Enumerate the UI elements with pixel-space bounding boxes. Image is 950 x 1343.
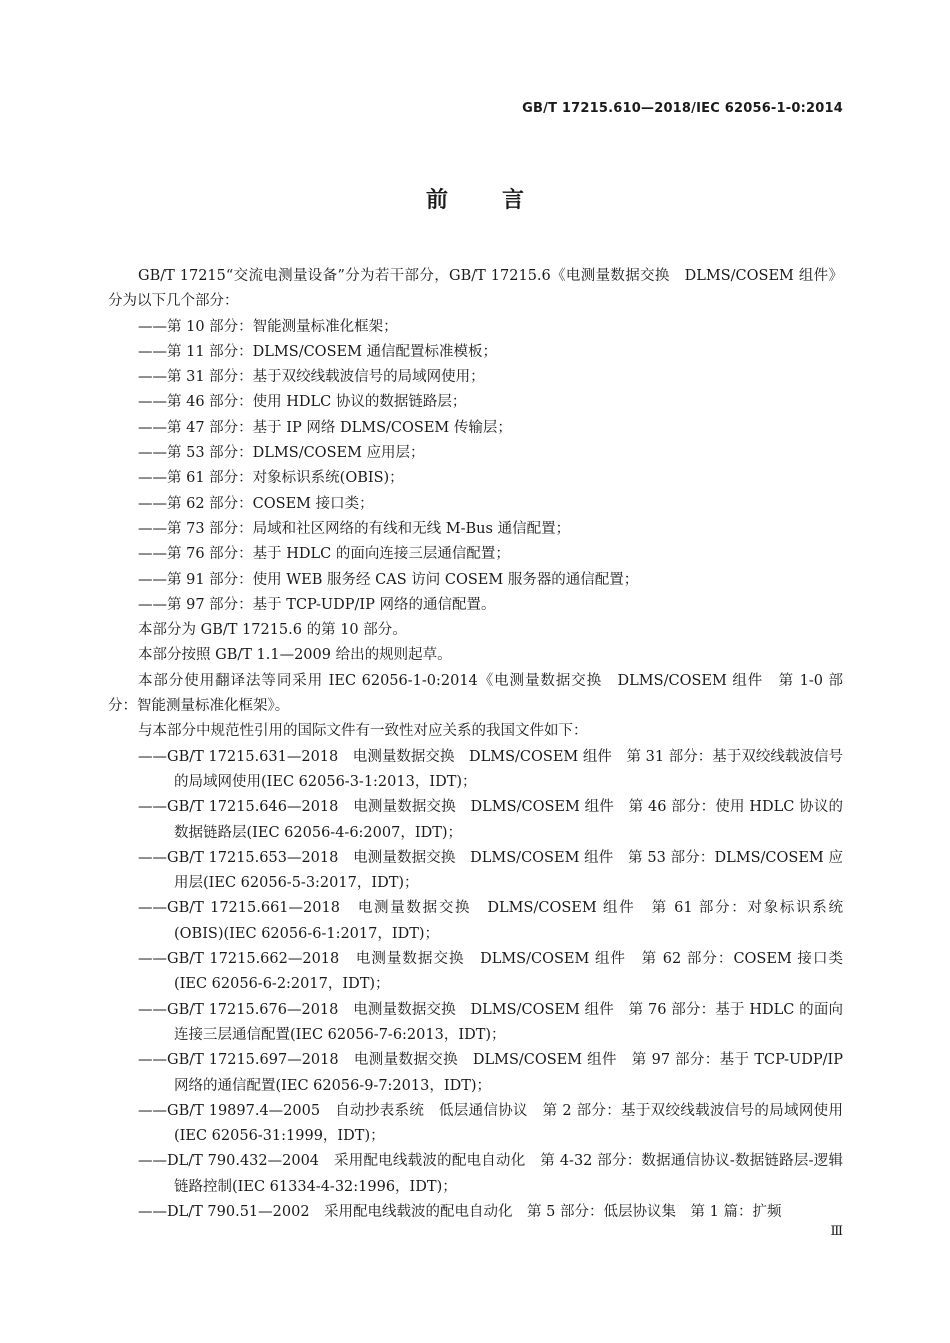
- part-item: ——第 11 部分：DLMS/COSEM 通信配置标准模板；: [138, 343, 498, 360]
- intro-paragraph: GB/T 17215“交流电测量设备”分为若干部分，GB/T 17215.6《电测量数据交换 DLMS/COSEM 组件》分为以下几个部分：: [108, 268, 843, 310]
- part-item: ——第 10 部分：智能测量标准化框架；: [138, 318, 398, 335]
- standard-code-header: GB/T 17215.610—2018/IEC 62056-1-0:2014: [522, 101, 843, 116]
- body-paragraph: 本部分使用翻译法等同采用 IEC 62056-1-0:2014《电测量数据交换 DLMS/COSEM 组件 第 1-0 部分：智能测量标准化框架》。: [108, 672, 843, 715]
- part-item: ——第 97 部分：基于 TCP-UDP/IP 网络的通信配置。: [138, 596, 496, 613]
- reference-list: [108, 745, 843, 1226]
- reference-item: ——GB/T 17215.631—2018 电测量数据交换 DLMS/COSEM 组件 第 31 部分：基于双绞线载波信号的局域网使用(IEC 62056-3-1:2013，IDT)；: [138, 748, 843, 790]
- reference-item: ——GB/T 19897.4—2005 自动抄表系统 低层通信协议 第 2 部分：基于双绞线载波信号的局域网使用(IEC 62056-31:1999，IDT)；: [138, 1102, 843, 1145]
- part-item: ——第 47 部分：基于 IP 网络 DLMS/COSEM 传输层；: [138, 419, 512, 436]
- part-item: ——第 91 部分：使用 WEB 服务经 CAS 访问 COSEM 服务器的通信配置；: [138, 571, 639, 588]
- document-body: [108, 264, 843, 1225]
- part-item: ——第 76 部分：基于 HDLC 的面向连接三层通信配置；: [138, 546, 510, 563]
- page-title: 前言: [425, 188, 578, 213]
- reference-item: ——GB/T 17215.662—2018 电测量数据交换 DLMS/COSEM 组件 第 62 部分：COSEM 接口类(IEC 62056-6-2:2017，IDT)；: [138, 951, 843, 993]
- reference-item: ——DL/T 790.432—2004 采用配电线载波的配电自动化 第 4-32 部分：数据通信协议-数据链路层-逻辑链路控制(IEC 61334-4-32:1996，IDT)；: [138, 1153, 843, 1195]
- reference-item: ——GB/T 17215.661—2018 电测量数据交换 DLMS/COSEM 组件 第 61 部分：对象标识系统(OBIS)(IEC 62056-6-1:2017，IDT)；: [138, 900, 843, 942]
- part-item: ——第 73 部分：局域和社区网络的有线和无线 M-Bus 通信配置；: [138, 520, 571, 537]
- part-item: ——第 46 部分：使用 HDLC 协议的数据链路层；: [138, 394, 467, 411]
- part-item: ——第 62 部分：COSEM 接口类；: [138, 495, 374, 512]
- reference-item: ——DL/T 790.51—2002 采用配电线载波的配电自动化 第 5 部分：低层协议集 第 1 篇：扩频: [138, 1203, 782, 1220]
- reference-item: ——GB/T 17215.697—2018 电测量数据交换 DLMS/COSEM 组件 第 97 部分：基于 TCP-UDP/IP 网络的通信配置(IEC 62056-9-7:2013，IDT)；: [138, 1052, 843, 1094]
- reference-item: ——GB/T 17215.646—2018 电测量数据交换 DLMS/COSEM 组件 第 46 部分：使用 HDLC 协议的数据链路层(IEC 62056-4-6:2007，IDT)；: [138, 799, 843, 841]
- body-paragraph: 本部分按照 GB/T 1.1—2009 给出的规则起草。: [138, 647, 452, 664]
- reference-item: ——GB/T 17215.653—2018 电测量数据交换 DLMS/COSEM 组件 第 53 部分：DLMS/COSEM 应用层(IEC 62056-5-3:2017，IDT)；: [138, 849, 843, 892]
- body-paragraph: 与本部分中规范性引用的国际文件有一致性对应关系的我国文件如下：: [138, 723, 588, 740]
- body-paragraph: 本部分为 GB/T 17215.6 的第 10 部分。: [138, 622, 407, 639]
- page-number: Ⅲ: [830, 1224, 843, 1239]
- part-item: ——第 53 部分：DLMS/COSEM 应用层；: [138, 445, 425, 462]
- parts-list: [108, 315, 843, 619]
- part-item: ——第 61 部分：对象标识系统(OBIS)；: [138, 470, 404, 487]
- part-item: ——第 31 部分：基于双绞线载波信号的局域网使用；: [138, 369, 485, 386]
- reference-item: ——GB/T 17215.676—2018 电测量数据交换 DLMS/COSEM 组件 第 76 部分：基于 HDLC 的面向连接三层通信配置(IEC 62056-7-6:2013，IDT)；: [138, 1001, 843, 1043]
